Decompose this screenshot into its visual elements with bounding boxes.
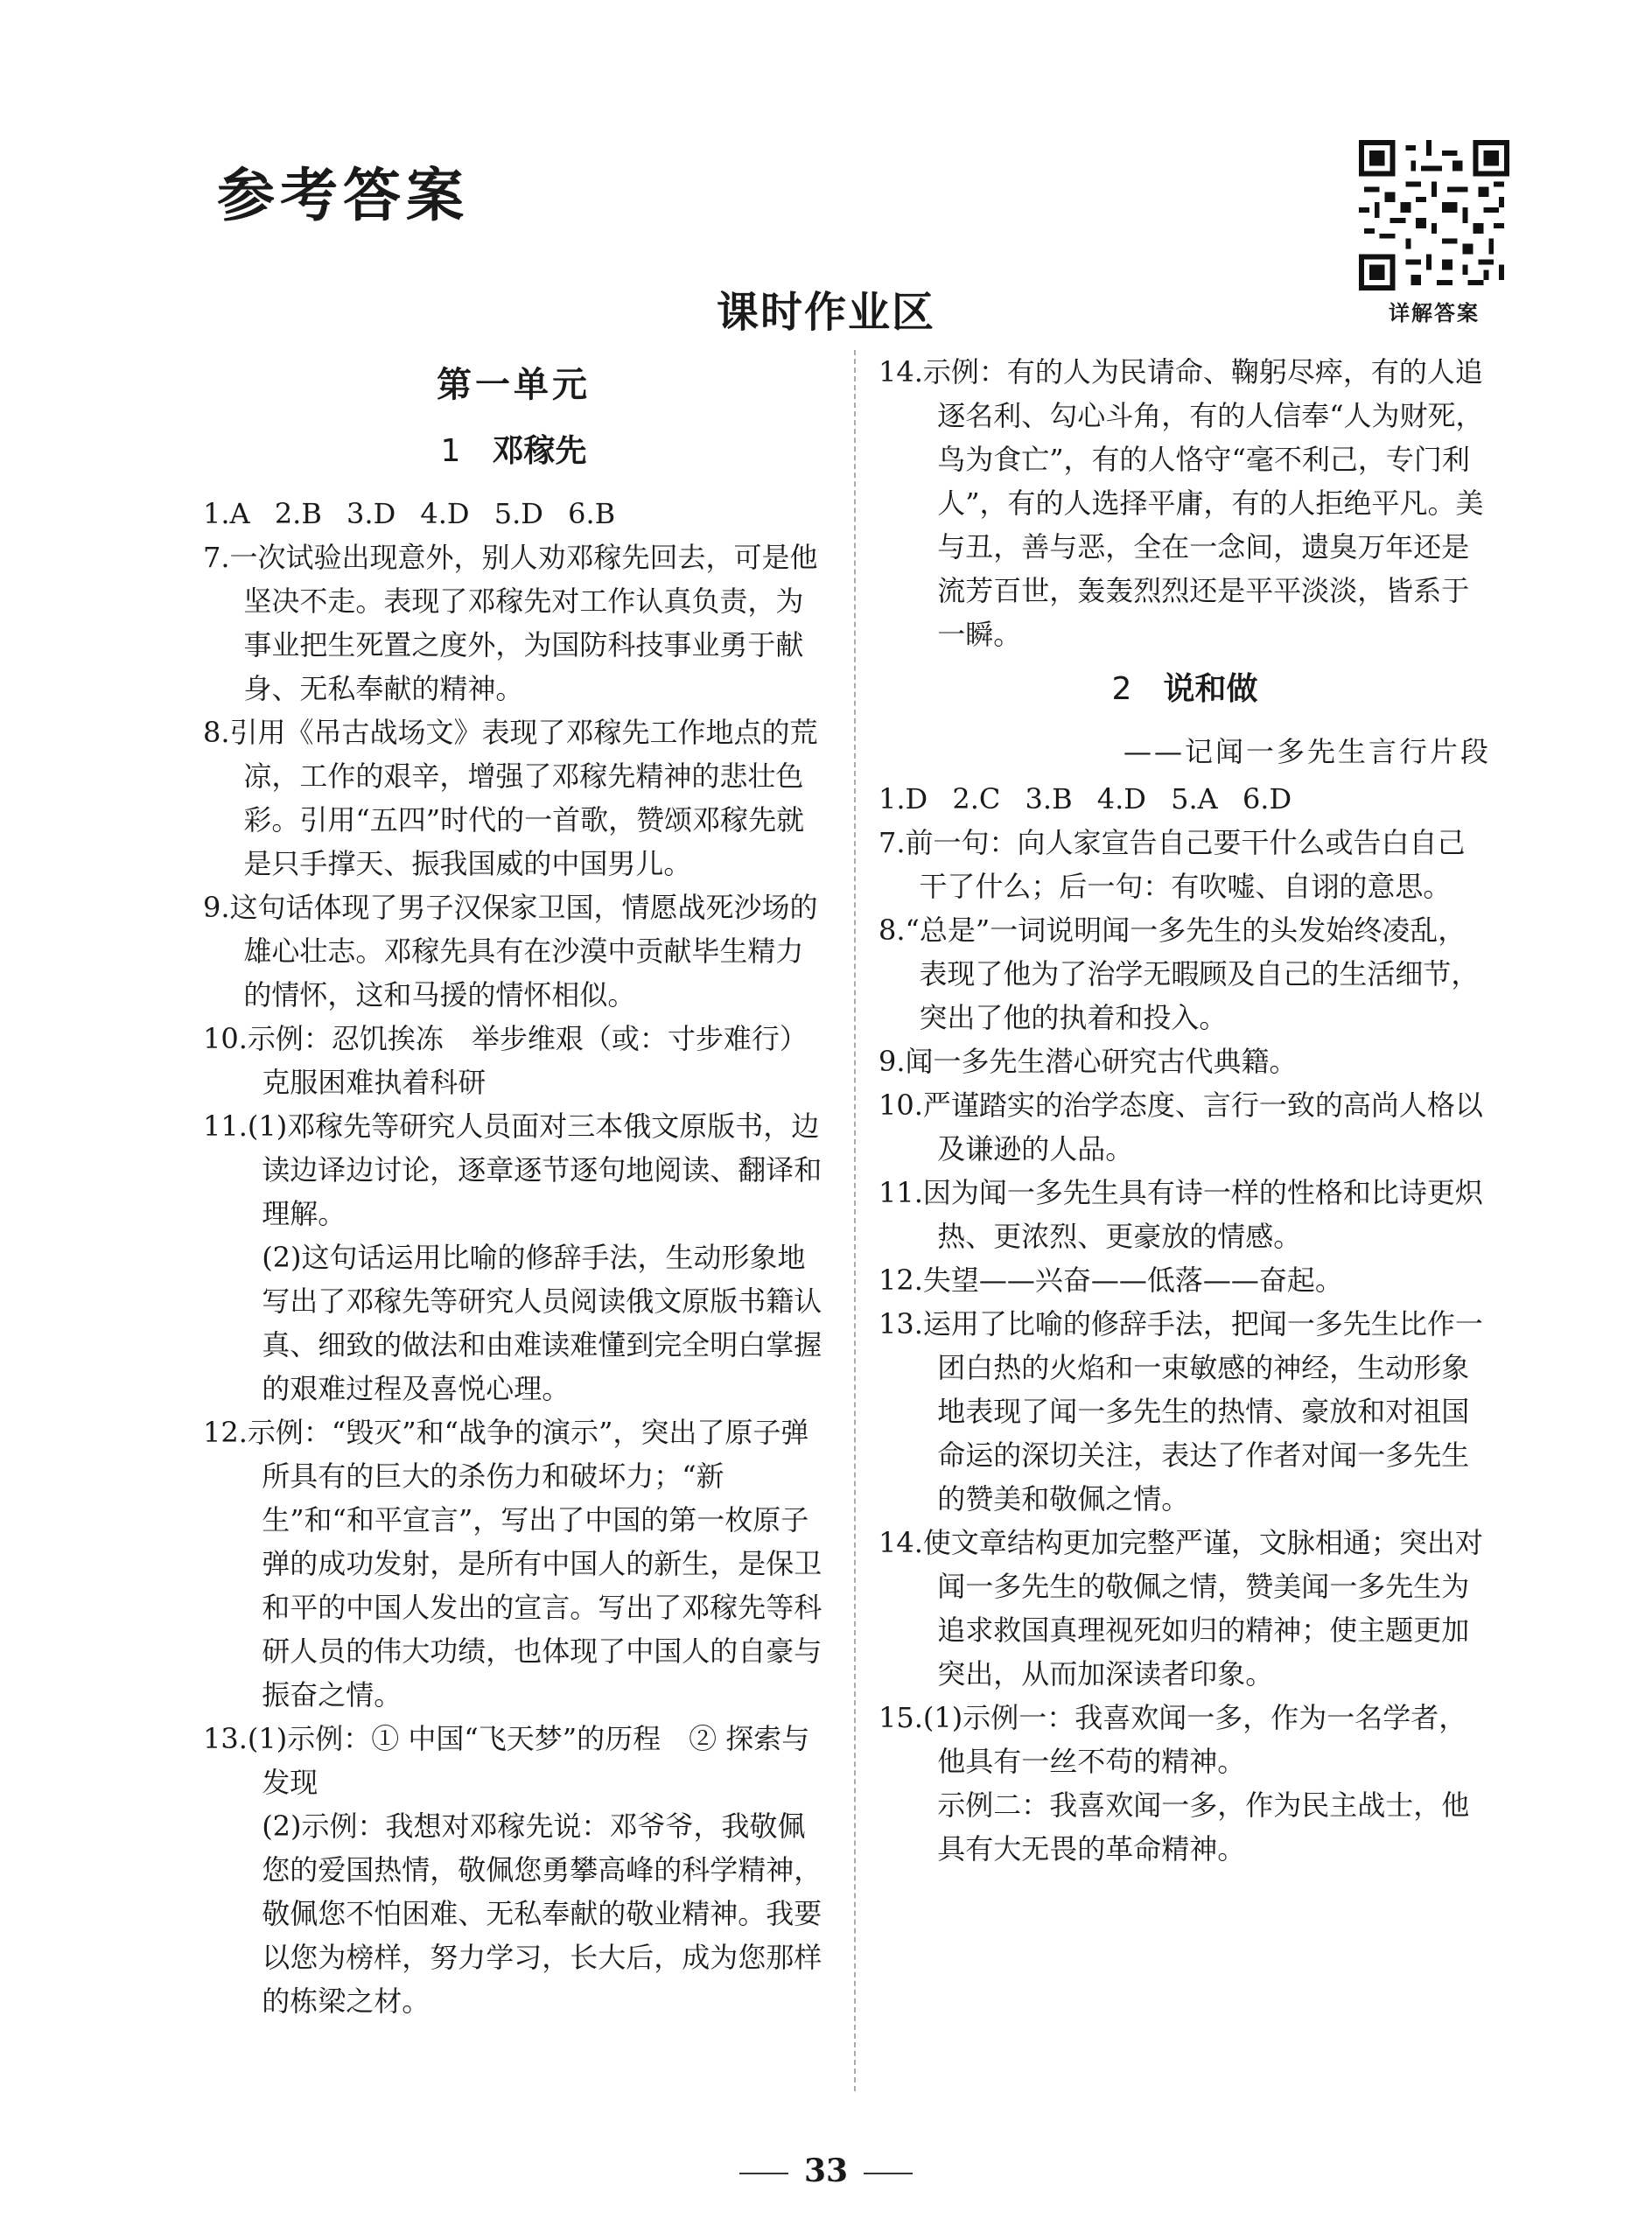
unit-title: 第一单元: [437, 365, 591, 405]
answer-14: 14.使文章结构更加完整严谨，文脉相通；突出对闻一多先生的敬佩之情，赞美闻一多先生为追求救国真理视死如归的精神；使主题更加突出，从而加深读者印象。: [878, 1526, 1483, 1690]
lesson-name: 说和做: [1163, 671, 1258, 707]
lesson-title: [878, 665, 1491, 714]
answer-15-part2: 示例二：我喜欢闻一多，作为民主战士，他具有大无畏的革命精神。: [937, 1788, 1470, 1866]
qr-caption: 详解答案: [1389, 301, 1480, 326]
answer-11: 11.因为闻一多先生具有诗一样的性格和比诗更炽热、更浓烈、更豪放的情感。: [878, 1176, 1483, 1253]
answer-9: 9.这句话体现了男子汉保家卫国，情愿战死沙场的雄心壮志。邓稼先具有在沙漠中贡献毕生精力的情怀，这和马援的情怀相似。: [203, 891, 818, 1012]
answer-8: 8.引用《吊古战场文》表现了邓稼先工作地点的荒凉，工作的艰辛，增强了邓稼先精神的悲壮色彩。引用“五四”时代的一首歌，赞颂邓稼先就是只手撑天、振我国威的中国男儿。: [203, 716, 818, 880]
lesson-number: 2: [1111, 671, 1132, 707]
answer-11-part2: (2)这句话运用比喻的修辞手法，生动形象地写出了邓稼先等研究人员阅读俄文原版书籍认真、细致的做法和由难读难懂到完全明白掌握的艰难过程及喜悦心理。: [262, 1241, 822, 1405]
page-number-dash-right: [864, 2173, 913, 2174]
answer-13: 13.运用了比喻的修辞手法，把闻一多先生比作一团白热的火焰和一束敏感的神经，生动形象地表现了闻一多先生的热情、豪放和对祖国命运的深切关注，表达了作者对闻一多先生的赞美和敬佩之情。: [878, 1307, 1483, 1516]
qr-code-icon[interactable]: [1359, 140, 1509, 290]
page-number-dash-left: [739, 2173, 788, 2174]
section-title: 课时作业区: [716, 288, 935, 337]
answer-12: 12.示例：“毁灭”和“战争的演示”，突出了原子弹所具有的巨大的杀伤力和破坏力；“新生”和“和平宣言”，写出了中国的第一枚原子弹的成功发射，是所有中国人的新生，是保卫和平的中国人发出的宣言。写出了邓稼先等科研人员的伟大功绩，也体现了中国人的自豪与振奋之情。: [203, 1416, 822, 1712]
answer-13-part1: 13.(1)示例：① 中国“飞天梦”的历程 ② 探索与发现: [203, 1722, 810, 1799]
mcq-answers: 1.D 2.C 3.B 4.D 5.A 6.D: [878, 782, 1292, 816]
answer-10: 10.严谨踏实的治学态度、言行一致的高尚人格以及谦逊的人品。: [878, 1088, 1483, 1166]
page-title: 参考答案: [217, 162, 469, 229]
page-number-value: 33: [803, 2152, 849, 2189]
answer-11-part1: 11.(1)邓稼先等研究人员面对三本俄文原版书，边读边译边讨论，逐章逐节逐句地阅读、翻译和理解。: [203, 1110, 822, 1230]
lesson-subtitle: ——记闻一多先生言行片段: [1123, 735, 1491, 768]
column-divider: [854, 350, 856, 2091]
lesson-number: 1: [440, 433, 461, 469]
answer-15-part1: 15.(1)示例一：我喜欢闻一多，作为一名学者，他具有一丝不苟的精神。: [878, 1701, 1467, 1778]
answer-13-part2: (2)示例：我想对邓稼先说：邓爷爷，我敬佩您的爱国热情，敬佩您勇攀高峰的科学精神，敬佩您不怕困难、无私奉献的敬业精神。我要以您为榜样，努力学习，长大后，成为您那样的栋梁之材。: [262, 1810, 822, 2018]
answer-14-lesson1: 14.示例：有的人为民请命、鞠躬尽瘁，有的人追逐名利、勾心斗角，有的人信奉“人为财死，鸟为食亡”，有的人恪守“毫不利己，专门利人”，有的人选择平庸，有的人拒绝平凡。美与丑，善与恶，全在一念间，遗臭万年还是流芳百世，轰轰烈烈还是平平淡淡，皆系于一瞬。: [878, 355, 1484, 651]
page-number: [0, 2152, 1652, 2189]
answer-7: 7.前一句：向人家宣告自己要干什么或告白自己干了什么；后一句：有吹嘘、自诩的意思。: [878, 826, 1466, 903]
lesson-title: [203, 427, 824, 476]
answer-10: 10.示例：忍饥挨冻 举步维艰（或：寸步难行）克服困难执着科研: [203, 1022, 808, 1099]
answer-7: 7.一次试验出现意外，别人劝邓稼先回去，可是他坚决不走。表现了邓稼先对工作认真负责，为事业把生死置之度外，为国防科技事业勇于献身、无私奉献的精神。: [203, 541, 818, 705]
mcq-answers: 1.A 2.B 3.D 4.D 5.D 6.B: [203, 497, 616, 530]
answer-9: 9.闻一多先生潜心研究古代典籍。: [878, 1045, 1298, 1078]
right-column: [878, 350, 1491, 1871]
left-column: [203, 350, 824, 2023]
lesson-name: 邓稼先: [492, 433, 587, 469]
answer-8: 8.“总是”一词说明闻一多先生的头发始终凌乱，表现了他为了治学无暇顾及自己的生活细节，突出了他的执着和投入。: [878, 914, 1480, 1034]
answer-12: 12.失望——兴奋——低落——奋起。: [878, 1264, 1343, 1297]
